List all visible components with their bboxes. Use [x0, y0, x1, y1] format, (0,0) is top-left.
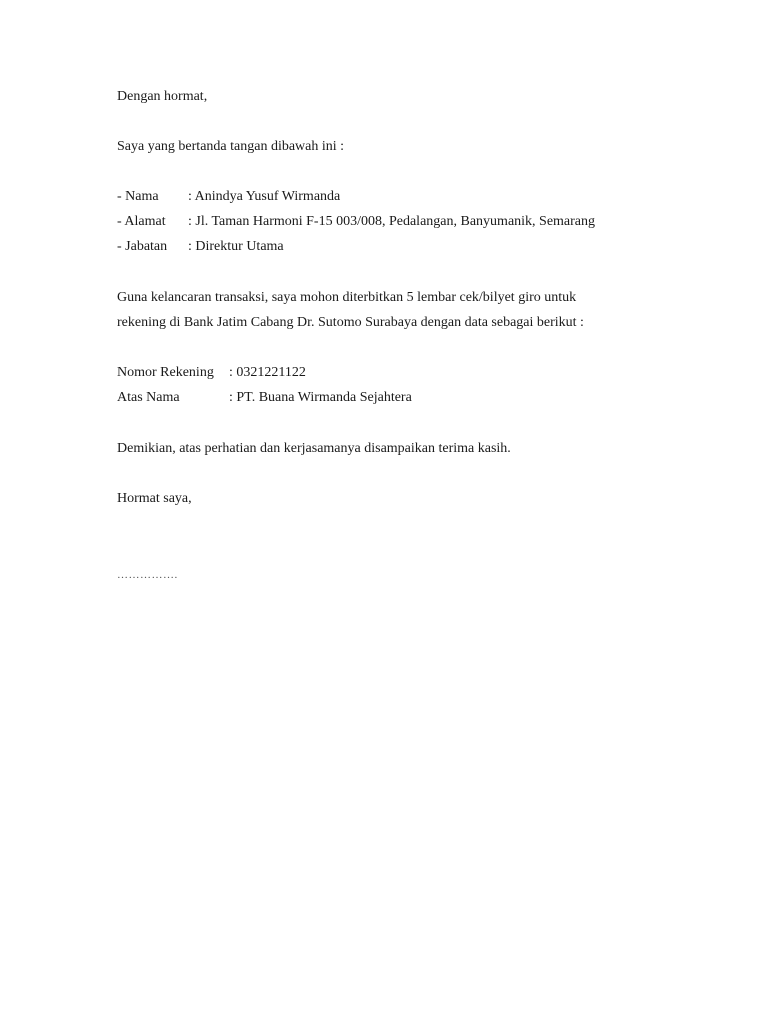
identity-value-address: : Jl. Taman Harmoni F-15 003/008, Pedalangan, Banyumanik, Semarang — [188, 214, 596, 229]
signature-placeholder: ……………. — [117, 569, 178, 581]
account-row-number — [117, 365, 306, 381]
identity-label-address: - Alamat — [117, 214, 166, 229]
identity-label-position: - Jabatan — [117, 239, 168, 254]
closing-text: Demikian, atas perhatian dan kerjasamanya disampaikan terima kasih. — [117, 441, 511, 456]
identity-value-position: : Direktur Utama — [188, 239, 284, 254]
identity-label-name: - Nama — [117, 189, 159, 204]
account-row-holder — [117, 390, 412, 406]
identity-row-address — [117, 214, 595, 230]
account-value-holder: : PT. Buana Wirmanda Sejahtera — [229, 390, 412, 405]
request-paragraph-line-1: Guna kelancaran transaksi, saya mohon diterbitkan 5 lembar cek/bilyet giro untuk — [117, 290, 577, 305]
intro-text: Saya yang bertanda tangan dibawah ini : — [117, 139, 345, 154]
identity-value-name: : Anindya Yusuf Wirmanda — [188, 189, 341, 204]
account-value-number: : 0321221122 — [229, 365, 306, 380]
sign-off: Hormat saya, — [117, 491, 192, 506]
account-label-holder: Atas Nama — [117, 390, 180, 405]
request-paragraph-line-2: rekening di Bank Jatim Cabang Dr. Sutomo Surabaya dengan data sebagai berikut : — [117, 315, 584, 330]
identity-row-name — [117, 189, 340, 205]
account-label-number: Nomor Rekening — [117, 365, 214, 380]
salutation: Dengan hormat, — [117, 89, 208, 104]
identity-row-position — [117, 239, 284, 255]
